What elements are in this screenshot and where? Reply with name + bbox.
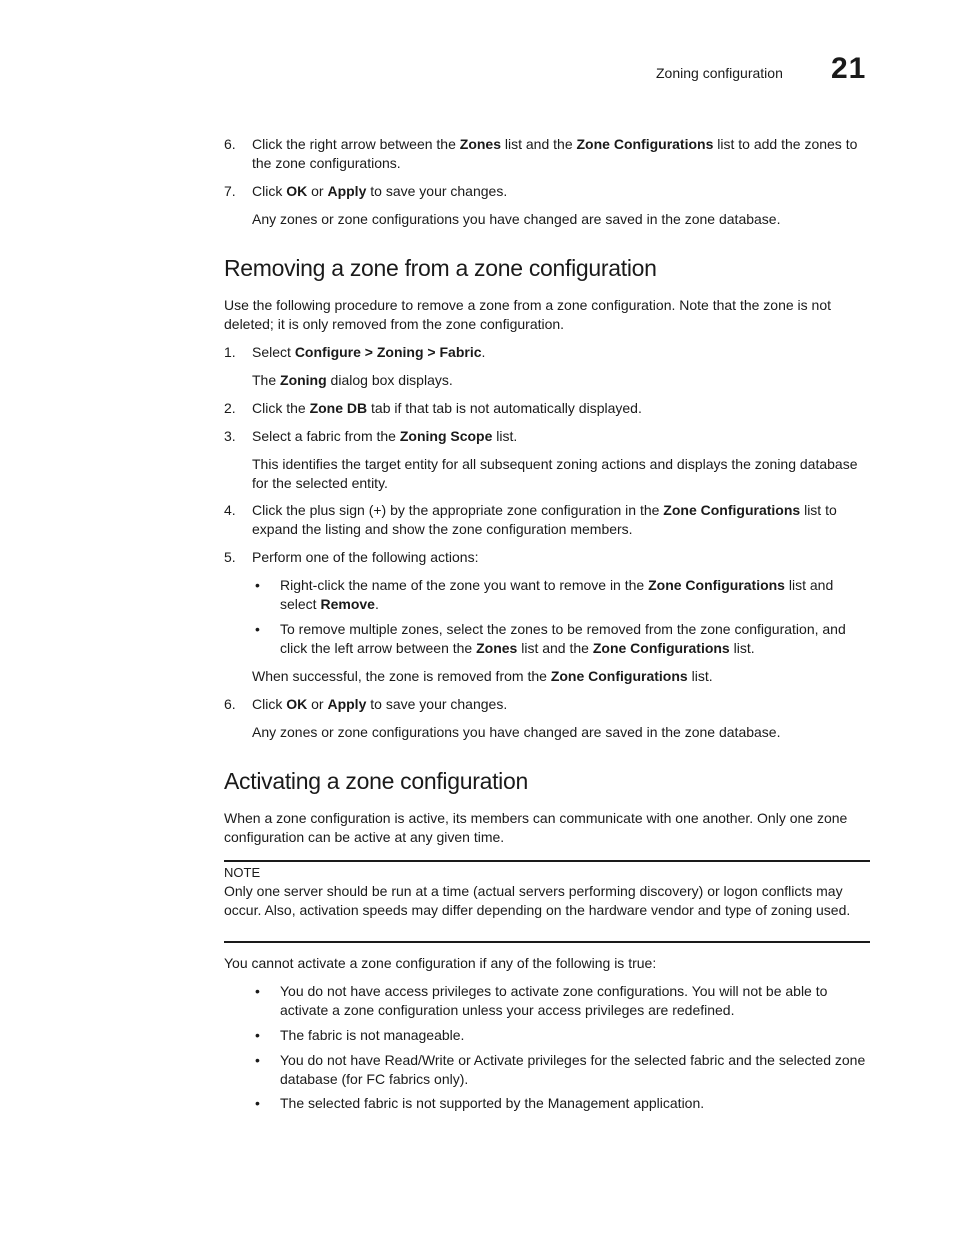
running-header-title: Zoning configuration (656, 65, 783, 81)
step-note: Any zones or zone configurations you have changed are saved in the zone database. (252, 724, 781, 740)
ui-term: OK (286, 696, 308, 712)
ui-term: Remove (320, 595, 375, 612)
step-note: This identifies the target entity for all subsequent zoning actions and displays the zoning database for the selected entity. (252, 456, 858, 491)
bullet-text: To remove multiple zones, select the zones to be removed from the zone configuration, and click the left arrow between the Zones list and the Zone Configurations list. (280, 621, 846, 656)
step-text: Click the Zone DB tab if that tab is not automatically displayed. (252, 400, 642, 416)
step-text: Perform one of the following actions: (252, 549, 479, 565)
bullet-text: Right-click the name of the zone you want to remove in the Zone Configurations list and select Remove. (280, 577, 834, 612)
bullet-text: The selected fabric is not supported by the Management application. (280, 1095, 705, 1111)
ui-term: Configure > Zoning > Fabric (294, 344, 482, 360)
ui-term: Zoning (280, 372, 327, 388)
bullet-symbol: • (255, 577, 260, 593)
step-note: Any zones or zone configurations you have changed are saved in the zone database. (252, 211, 781, 227)
step-note: When successful, the zone is removed from the Zone Configurations list. (252, 668, 713, 684)
ui-term: Zoning Scope (399, 428, 493, 444)
ui-term: Zones (476, 639, 518, 656)
ui-term: Zone Configurations (550, 668, 688, 684)
bullet-text: The fabric is not manageable. (280, 1027, 465, 1043)
bullet-symbol: • (255, 1095, 260, 1111)
section-intro: Use the following procedure to remove a zone from a zone configuration. Note that the zone is not deleted; it is only removed from the zone configuration. (224, 297, 832, 332)
step-number: 6. (224, 136, 236, 152)
bullet-symbol: • (255, 1052, 260, 1068)
step-text: Click OK or Apply to save your changes. (252, 696, 508, 712)
step-number: 2. (224, 400, 236, 416)
bullet-text: You do not have access privileges to activate zone configurations. You will not be able to activate a zone configuration unless your access privileges are redefined. (280, 983, 828, 1018)
section-intro: When a zone configuration is active, its members can communicate with one another. Only one zone configuration can be active at any given time. (224, 810, 848, 845)
step-number: 7. (224, 183, 236, 199)
step-number: 6. (224, 696, 236, 712)
step-text: Click the plus sign (+) by the appropriate zone configuration in the Zone Configurations list to expand the listing and show the zone configuration members. (252, 502, 837, 537)
step-number: 3. (224, 428, 236, 444)
step-note: The Zoning dialog box displays. (252, 372, 453, 388)
ui-term: Zone DB (309, 400, 368, 416)
step-text: Click OK or Apply to save your changes. (252, 183, 508, 199)
ui-term: Apply (327, 696, 367, 712)
step-number: 1. (224, 344, 236, 360)
ui-term: Zone Configurations (648, 577, 785, 593)
step-text: Click the right arrow between the Zones list and the Zone Configurations list to add the zones to the zone configurations. (252, 136, 858, 171)
bullet-text: You do not have Read/Write or Activate privileges for the selected fabric and the selected zone database (for FC fabrics only). (280, 1052, 866, 1087)
step-text: Select Configure > Zoning > Fabric. (252, 344, 486, 360)
ui-term: Zone Configurations (663, 502, 801, 518)
chapter-number: 21 (831, 52, 867, 85)
bullet-symbol: • (255, 621, 260, 637)
ui-term: Zone Configurations (592, 639, 730, 656)
ui-term: Zone Configurations (576, 136, 714, 152)
section-heading: Activating a zone configuration (224, 768, 528, 794)
step-number: 5. (224, 549, 236, 565)
note-bottom-rule (224, 941, 870, 943)
list-lead: You cannot activate a zone configuration if any of the following is true: (224, 955, 657, 971)
note-text: Only one server should be run at a time (actual servers performing discovery) or logon conflicts may occur. Also, activation speeds may differ depending on the hardware vendor and type of zoning used. (224, 883, 851, 918)
ui-term: OK (286, 183, 308, 199)
note-label: NOTE (224, 865, 261, 880)
step-number: 4. (224, 502, 236, 518)
step-text: Select a fabric from the Zoning Scope list. (252, 428, 518, 444)
bullet-symbol: • (255, 1027, 260, 1043)
section-heading: Removing a zone from a zone configuration (224, 255, 657, 281)
ui-term: Zones (459, 136, 501, 152)
bullet-symbol: • (255, 983, 260, 999)
ui-term: Apply (327, 183, 367, 199)
note-top-rule (224, 860, 870, 862)
